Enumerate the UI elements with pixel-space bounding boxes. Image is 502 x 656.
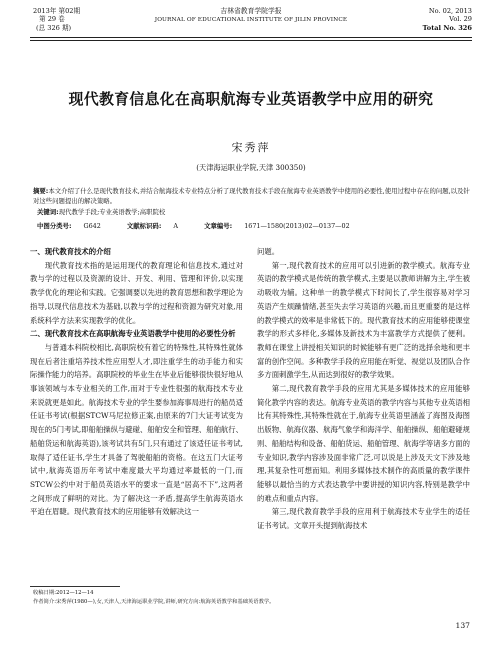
clc-value: G642 <box>83 222 101 230</box>
footnotes <box>33 589 473 607</box>
abstract-text: 本文介绍了什么是现代教育技术,并结合航海技术专业特点分析了现代教育技术手段在航海专业英语教学中使用的必要性,使用过程中存在的问题,以及针对这些问题提出的解决策略。 <box>33 187 470 206</box>
journal-header <box>0 0 502 60</box>
body-column-right <box>257 245 470 533</box>
issue-info-right: No. 02, 2013 Vol. 29 Total No. 326 <box>422 7 472 32</box>
abstract-label: 摘要: <box>33 187 49 195</box>
body-column-left <box>30 245 243 519</box>
paragraph: 第一,现代教育技术的应用可以引进新的教学模式。航海专业英语的教学模式是传统的教学模式,主要是以教师讲解为主,学生被动吸收为辅。这种单一的教学模式下时间长了,学生很容易对学习英语产生烦躁情绪,甚至失去学习英语的兴趣,而且更重要的是这样的教学模式的效率是非常低下的。现代教育技术的应用能够使课堂教学的形式多样化,多媒体及新技术为丰富教学方式提供了便利。教师在课堂上讲授相关知识的时候能够有更广泛的选择余地和更丰富的创作空间。多种教学手段的应用能在听觉、视觉以及团队合作多方面刺激学生,从而达到很好的教学效果。 <box>257 260 470 380</box>
issue-info-left: 2013年 第02期 第 29 卷 (总 326 期) <box>33 7 81 32</box>
paragraph: 问题。 <box>257 247 280 256</box>
author-name: 宋秀萍 <box>231 141 271 154</box>
paragraph: 第三,现代教育教学手段的应用利于航海技术专业学生的适任证书考试。文章开头提到航海技术 <box>257 507 470 531</box>
article-title: 现代教育信息化在高职航海专业英语教学中应用的研究 <box>68 91 434 108</box>
article-id-value: 1671—1580(2013)02—0137—02 <box>244 222 350 230</box>
classification-line <box>37 221 374 230</box>
paragraph: 与普通本科院校相比,高职院校有着它的特殊性,其特殊性就体现在后者注重培养技术性应用型人才,即注重学生的动手能力和实际操作能力的培养。高职院校的毕业生在毕业后能够很快很好地从事该领域与本专业相关的工作,而对于专业性很强的航海技术专业来说就更是如此。航海技术专业的学生要参加海事局进行的船员适任证书考试(根据STCW马尼拉修正案,由原来的7门大证考试变为现在的5门考试,即船舶操纵与避碰、船舶安全和管理、船舶航行、船舶货运和航海英语),该考试共有5门,只有通过了该适任证书考试,取得了适任证书,学生才具备了驾驶船舶的资格。在这五门大证考试中,航海英语历年考试中难度最大平均通过率最低的一门,而STCW公约中对于船员英语水平的要求一直是“居高不下”,这两者之间形成了鲜明的对比。为了解决这一矛盾,提高学生航海英语水平迫在眉睫。现代教育技术的应用能够有效解决这一 <box>30 342 243 517</box>
doc-code-value: A <box>173 222 179 230</box>
keywords <box>37 207 165 216</box>
author-bio: 作者简介:宋秀萍(1980—),女,天津人,天津海运职业学院,讲师,研究方向:航海英语教学和基础英语教学。 <box>33 599 275 605</box>
header-rule-thin <box>30 40 472 41</box>
author-affiliation: (天津海运职业学院,天津 300350) <box>196 163 306 172</box>
article-id-label: 文章编号: <box>204 222 233 230</box>
footnote-rule <box>30 586 120 587</box>
section-heading: 二、现代教育技术在高职航海专业英语教学中使用的必要性分析 <box>30 329 236 339</box>
header-rule-thick <box>30 37 472 38</box>
clc-label: 中图分类号: <box>37 222 72 230</box>
section-heading: 一、现代教育技术的介绍 <box>30 247 111 256</box>
abstract <box>33 186 471 206</box>
keywords-label: 关键词: <box>37 208 59 216</box>
keywords-text: 现代教学手段;专业英语教学;高职院校 <box>58 208 166 216</box>
paragraph: 现代教育技术指的是运用现代的教育理论和信息技术,通过对教与学的过程以及资源的设计、开发、利用、管理和评价,以实现教学优化的理论和实践。它强调要以先进的教育思想和教学理论为指导,以现代信息技术为基础,以教与学的过程和资源为研究对象,用系统科学方法来实现教学的优化。 <box>30 260 243 325</box>
doc-code-label: 文献标识码: <box>126 222 162 230</box>
journal-name: 吉林省教育学院学报 JOURNAL OF EDUCATIONAL INSTITUTE OF JILIN PROVINCE <box>154 7 348 23</box>
paragraph: 第二,现代教育教学手段的应用尤其是多媒体技术的应用能够简化教学内容的表达。航海专业英语的教学内容与其他专业英语相比有其特殊性,其特殊性就在于,航海专业英语里涵盖了海图及海图出版物、航海仪器、航海气象学和海洋学、船舶操纵、船舶避碰规则、船舶结构和设备、船舶货运、船舶管理、航海学等诸多方面的专业知识,教学内容涉及面非常广泛,可以说是上涉及天文下涉及地理,其复杂性可想而知。利用多媒体技术制作的高质量的教学课件能够以最恰当的方式表达教学中要讲授的知识内容,特别是教学中的难点和重点内容。 <box>257 384 470 503</box>
received-date: 收稿日期:2012—12—14 <box>33 590 94 596</box>
page-number: 137 <box>455 621 470 630</box>
